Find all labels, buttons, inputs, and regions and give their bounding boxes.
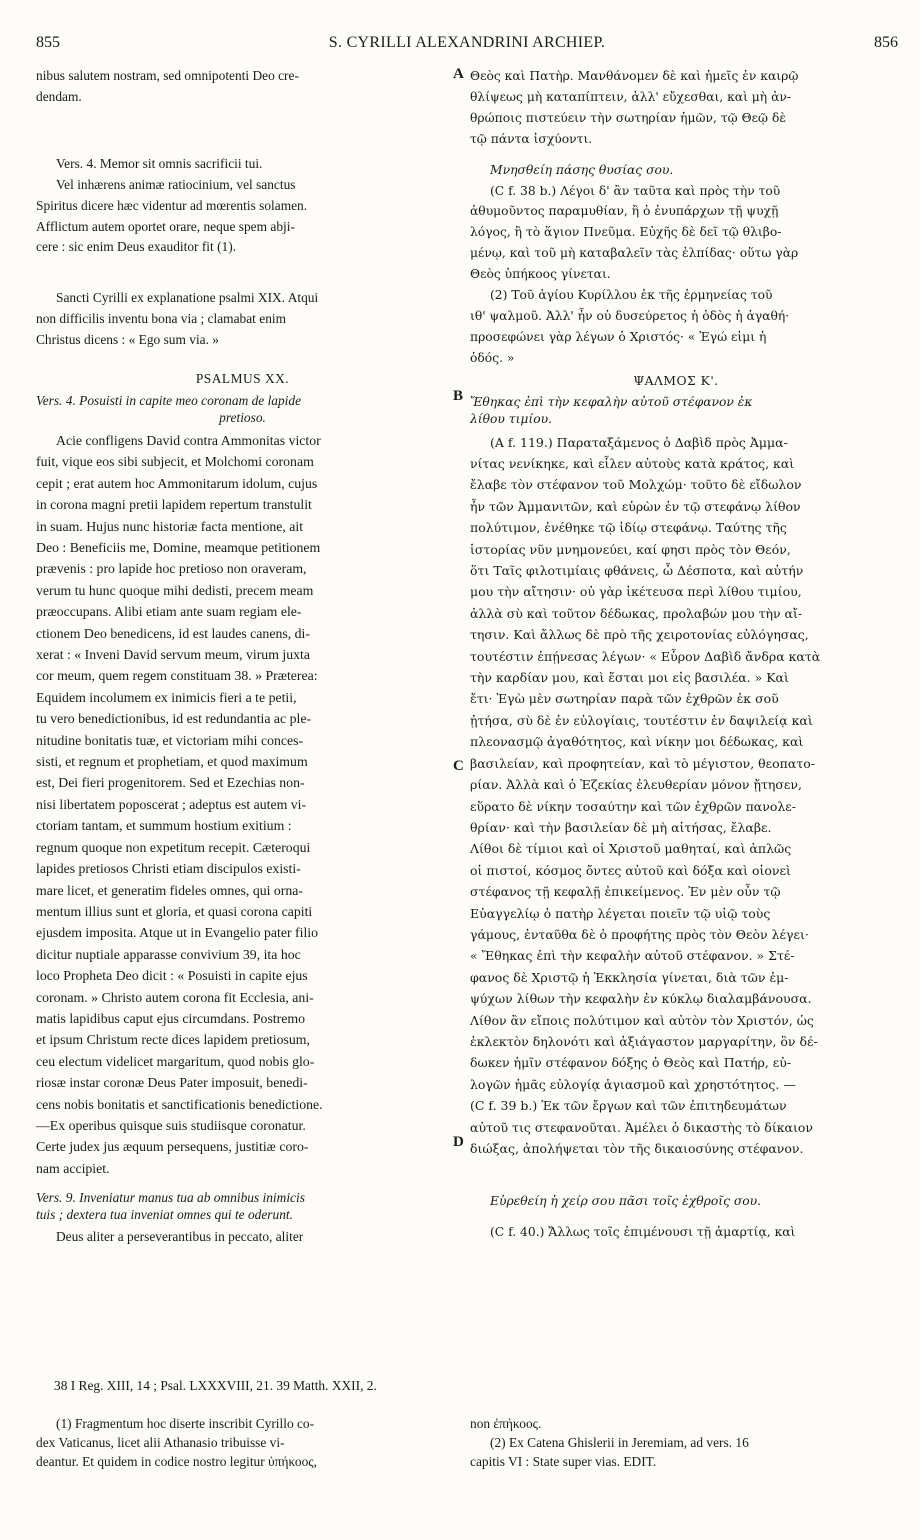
text-line: prævenis : pro lapide hoc pretioso non oraveram,	[36, 561, 307, 577]
text-line: in suam. Hujus nunc historiæ facta mentione, ait	[36, 518, 304, 534]
greek-paragraph	[470, 432, 882, 1160]
text-line: λογῶν ἡμᾶς εὐλογίᾳ ἁγιασμοῦ καὶ χρηστότητος. —	[470, 1076, 796, 1092]
text-line: ejusdem imposita. Atque ut in Evangelio pater filio	[36, 925, 319, 941]
text-line: sisti, et regnum et prophetiam, et quod maximum	[36, 754, 308, 770]
latin-paragraph	[36, 1227, 449, 1248]
text-line: xerat : « Inveni David servum meum, virum juxta	[36, 647, 310, 663]
verse-heading	[36, 392, 449, 426]
text-line: tuis ; dextera tua inveniat omnes qui te oderunt.	[36, 1207, 293, 1223]
section-marker-c: C	[453, 758, 464, 774]
section-marker-a: A	[453, 66, 464, 82]
text-line: nisi libertatem poposcerat ; adeptus est autem vi-	[36, 796, 307, 812]
text-line: —Ex operibus quisque suis studiisque coronatur.	[36, 1117, 306, 1133]
text-line: nam accipiet.	[36, 1160, 110, 1176]
text-line: verum tu hunc quoque mihi dedisti, precem meam	[36, 582, 314, 598]
text-line: ιθ' ψαλμοῦ. Ἀλλ' ἦν οὐ δυσεύρετος ἡ ὁδὸς ἡ ἀγαθή·	[470, 308, 790, 323]
text-line: ἀθυμοῦντος παραμυθίαν, ἢ ὁ ἐνυπάρχων τῇ ψυχῇ	[470, 204, 779, 219]
text-line: πλεονασμῷ ἀγαθότητος, καὶ νίκην μοι δέδωκας, καὶ	[470, 734, 804, 750]
text-line: λίθου τιμίου.	[470, 411, 553, 426]
text-line: γάμους, ἐνταῦθα δὲ ὁ προφήτης πρὸς τὸν Θεὸν λέγει·	[470, 926, 809, 942]
text-line: μου τὴν αἴτησιν· οὐ γὰρ ἱκέτευσα περὶ λίθου τιμίου,	[470, 584, 802, 600]
text-line: ctoriam tantam, et summum hostium exitium :	[36, 818, 292, 834]
text-line: Acie confligens David contra Ammonitas victor	[56, 432, 321, 448]
text-line: (A f. 119.) Παραταξάμενος ὁ Δαβὶδ πρὸς Ἀμμα-	[490, 434, 788, 450]
verse-heading	[36, 154, 449, 175]
verse-heading	[470, 1191, 882, 1212]
section-marker-b: B	[453, 388, 464, 404]
text-line: ψύχων λίθων τὴν κεφαλὴν ἐν κύκλῳ διαλαμβάνουσα.	[470, 991, 812, 1007]
text-line: cepit ; erat autem hoc Ammonitarum idolum, cujus	[36, 475, 318, 491]
text-line: αὐτοῦ τις στεφανοῦται. Ἀμέλει ὁ δικαστὴς τὸ δίκαιον	[470, 1119, 813, 1135]
text-line: capitis VI : State super vias. EDIT.	[470, 1454, 657, 1469]
text-line: οἱ πιστοί, κόσμος ὄντες αὐτοῦ καὶ δόξα καὶ οἱονεὶ	[470, 862, 791, 878]
text-line: θρώποις πιστεύειν τὴν σωτηρίαν ἡμῶν, τῷ Θεῷ δὲ	[470, 110, 786, 125]
text-line: θλίψεως μὴ καταπίπτειν, ἀλλ' εὔχεσθαι, καὶ μὴ ἀν-	[470, 89, 792, 104]
text-line: (2) Τοῦ ἁγίου Κυρίλλου ἐκ τῆς ἑρμηνείας τοῦ	[490, 288, 773, 303]
text-line: tu vero benedictionibus, id est redundantia ac ple-	[36, 711, 312, 727]
text-line: et ipsum Christum recte dices lapidem pretiosum,	[36, 1032, 310, 1048]
latin-paragraph	[36, 175, 449, 259]
text-line: loco Propheta Deo dicit : « Posuisti in capite ejus	[36, 968, 308, 984]
verse-heading	[36, 1189, 449, 1223]
text-line: non ἐπήκοος.	[470, 1416, 542, 1431]
text-line: ἦν τῶν Ἀμμανιτῶν, καὶ εὑρὼν ἐν τῷ στεφάνῳ λίθον	[470, 498, 801, 514]
latin-paragraph	[36, 288, 449, 351]
text-line: Ἔθηκας ἐπὶ τὴν κεφαλὴν αὐτοῦ στέφανον ἐκ	[470, 394, 753, 409]
text-line: cere : sic enim Deus exauditor fit (1).	[36, 239, 237, 255]
text-line: εὕρατο δὲ νίκην τοσαύτην καὶ τῶν ἐχθρῶν πανολε-	[470, 798, 796, 814]
text-line: in corona magni pretii lapidem repertum transtulit	[36, 497, 312, 513]
text-line: θρίαν· καὶ τὴν βασιλείαν δὲ μὴ αἰτήσας, ἔλαβε.	[470, 819, 772, 835]
footnote-references: 38 I Reg. XIII, 14 ; Psal. LXXXVIII, 21. 39 Matth. XXII, 2.	[54, 1378, 377, 1393]
text-line: διώξας, ἀπολήψεται τὸν τῆς δικαιοσύνης στέφανον.	[470, 1141, 804, 1156]
verse-heading	[470, 160, 882, 181]
left-page-number: 855	[36, 34, 60, 51]
text-line: mare licet, et generatim fideles omnes, qui orna-	[36, 882, 304, 898]
greek-paragraph	[470, 181, 882, 286]
text-line: Afflictum autem oportet orare, neque spem abji-	[36, 218, 295, 234]
text-line: non difficilis inventu bona via ; clamabat enim	[36, 311, 287, 327]
text-line: ceu electum videlicet margaritum, quod nobis glo-	[36, 1053, 315, 1069]
text-line: nibus salutem nostram, sed omnipotenti Deo cre-	[36, 68, 299, 83]
text-line: regnum quoque non expetitum recepit. Cæteroqui	[36, 839, 311, 855]
text-line: deantur. Et quidem in codice nostro legitur ὑπήκοος,	[36, 1454, 317, 1469]
text-line: Vers. 4. Memor sit omnis sacrificii tui.	[56, 155, 263, 171]
text-line: φανος δὲ Χριστῷ ἡ Ἐκκλησία γίνεται, διὰ τῶν ἐμ-	[470, 969, 789, 985]
text-line: dendam.	[36, 88, 82, 104]
text-line: μένῳ, καὶ τοῦ μὴ καταβαλεῖν τὰς ἐλπίδας· οὕτω γὰρ	[470, 246, 799, 261]
text-line: ctionem Deo benedicens, id est laudes canens, di-	[36, 625, 310, 641]
text-line: Equidem incolumem ex inimicis fieri a te petii,	[36, 689, 297, 705]
text-line: λόγος, ἢ τὸ ἅγιον Πνεῦμα. Εὐχῆς δὲ δεῖ τῷ θλιβο-	[470, 225, 782, 240]
text-line: Vers. 9. Inveniatur manus tua ab omnibus inimicis	[36, 1190, 305, 1206]
text-line: τησιν. Καὶ ἄλλως δὲ πρὸ τῆς χειροτονίας εὐλόγησας,	[470, 627, 809, 643]
text-line: νίτας νενίκηκε, καὶ εἷλεν αὐτοὺς κατὰ κράτος, καὶ	[470, 456, 795, 471]
running-title: S. CYRILLI ALEXANDRINI ARCHIEP.	[328, 34, 606, 51]
footnotes-left	[36, 1414, 449, 1471]
text-line: ὅτι Ταῖς φιλοτιμίαις φθάνεις, ὦ Δέσποτα, καὶ αὐτήν	[470, 563, 804, 579]
psalm-heading: PSALMUS XX.	[195, 371, 290, 387]
text-line: Christus dicens : « Ego sum via. »	[36, 332, 219, 348]
text-line: Deus aliter a perseverantibus in peccato, aliter	[56, 1229, 304, 1245]
text-line: Λίθον ἂν εἴποις πολύτιμον καὶ αὐτὸν τὸν Χριστόν, ὡς	[470, 1012, 814, 1028]
text-line: Θεὸς ὑπήκοος γίνεται.	[470, 267, 611, 282]
text-line: ἀλλὰ σὺ καὶ τοῦτον δέδωκας, προλαβών μου τὴν αἴ-	[470, 605, 803, 621]
text-line: lapides pretiosos Christi etiam discipulos existi-	[36, 861, 301, 877]
latin-paragraph	[36, 66, 449, 108]
text-line: « Ἔθηκας ἐπὶ τὴν κεφαλὴν αὐτοῦ στέφανον. » Στέ-	[470, 948, 795, 964]
text-line: præoccupans. Alibi etiam ante suam regiam ele-	[36, 604, 302, 620]
verse-heading	[470, 394, 882, 428]
greek-paragraph	[470, 66, 882, 150]
text-line: τῷ πάντα ἰσχύοντι.	[470, 131, 593, 146]
text-line: Deo : Beneficiis me, Domine, meamque petitionem	[36, 540, 321, 555]
text-line: Vers. 4. Posuisti in capite meo coronam de lapide	[36, 392, 302, 408]
text-line: pretioso.	[219, 409, 266, 425]
text-line: Μνησθείη πάσης θυσίας σου.	[490, 162, 674, 177]
greek-paragraph	[470, 285, 882, 369]
text-line: (1) Fragmentum hoc diserte inscribit Cyrillo co-	[56, 1416, 315, 1431]
text-line: βασιλείαν, καὶ προφητείαν, καὶ τὸ μέγιστον, θεοπατο-	[470, 755, 816, 771]
footnote	[470, 1414, 882, 1471]
text-line: δωκεν ἡμῖν στέφανον δόξης ὁ Θεὸς καὶ Πατήρ, εὐ-	[470, 1055, 792, 1071]
text-line: τουτέστιν ἐπῄνεσας λέγων· « Εὗρον Δαβὶδ ἄνδρα κατὰ	[470, 648, 821, 664]
text-line: mentum illius sunt et gloria, et quasi corona capiti	[36, 903, 313, 919]
greek-paragraph	[470, 1222, 882, 1243]
text-line: coronam. » Christo autem corona fit Ecclesia, ani-	[36, 989, 314, 1005]
text-line: (C f. 39 b.) Ἐκ τῶν ἔργων καὶ τῶν ἐπιτηδευμάτων	[470, 1098, 787, 1114]
footnote	[36, 1414, 449, 1471]
text-line: ἱστορίας νῦν μνημονεύει, καί φησι πρὸς τὸν Θεόν,	[470, 541, 791, 557]
text-line: προσεφώνει γὰρ λέγων ὁ Χριστός· « Ἐγώ εἰμι ἡ	[470, 329, 767, 344]
text-line: στέφανος τῇ κεφαλῇ ἐπικείμενος. Ἐν μὲν οὖν τῷ	[470, 884, 781, 900]
text-line: πολύτιμον, ἐνέθηκε τῷ ἰδίῳ στεφάνῳ. Ταύτης τῆς	[470, 520, 787, 536]
text-line: est, Dei fieri progenitorem. Sed et Ezechias non-	[36, 775, 305, 791]
text-line: dicitur nuptiale apparasse convivium 39, ita hoc	[36, 946, 301, 962]
right-page-number: 856	[874, 34, 898, 51]
text-line: nitudine bonitatis tuæ, et victoriam mihi conces-	[36, 732, 304, 748]
text-line: (C f. 40.) Ἄλλως τοῖς ἐπιμένουσι τῇ ἁμαρτίᾳ, καὶ	[490, 1225, 796, 1240]
text-line: cens nobis bonitatis et sanctificationis benedictione.	[36, 1096, 323, 1112]
text-line: Spiritus dicere hæc videntur ad mœrentis solamen.	[36, 197, 308, 213]
text-line: Εὑρεθείη ἡ χείρ σου πᾶσι τοῖς ἐχθροῖς σου.	[490, 1194, 762, 1209]
text-line: ἔτι· Ἐγὼ μὲν σωτηρίαν παρὰ τῶν ἐχθρῶν ἐκ σοῦ	[470, 691, 779, 707]
text-line: Λίθοι δὲ τίμιοι καὶ οἱ Χριστοῦ μαθηταί, καὶ ἁπλῶς	[470, 841, 792, 857]
page-header	[36, 34, 898, 58]
text-line: matis lapidibus caput ejus circumdans. Postremo	[36, 1010, 305, 1026]
text-line: riosæ instar coronæ Deus Pater imposuit, benedi-	[36, 1075, 308, 1091]
text-line: fuit, vique eos sibi subjecit, et Molchomi coronam	[36, 454, 314, 470]
text-line: dex Vaticanus, licet alii Athanasio tribuisse vi-	[36, 1435, 285, 1450]
text-line: ὁδός. »	[470, 350, 515, 365]
text-line: Certe judex jus æquum persequens, justitiæ coro-	[36, 1139, 309, 1155]
text-line: Sancti Cyrilli ex explanatione psalmi XIX. Atqui	[56, 290, 319, 306]
text-line: Θεὸς καὶ Πατὴρ. Μανθάνομεν δὲ καὶ ἡμεῖς ἐν καιρῷ	[470, 69, 799, 83]
text-line: (C f. 38 b.) Λέγοι δ' ἂν ταῦτα καὶ πρὸς τὴν τοῦ	[490, 183, 781, 198]
text-line: (2) Ex Catena Ghislerii in Jeremiam, ad vers. 16	[490, 1435, 749, 1450]
greek-column	[470, 66, 882, 1243]
text-line: Εὐαγγελίῳ ὁ πατὴρ λέγεται ποιεῖν τῷ υἱῷ τοὺς	[470, 905, 771, 921]
section-marker-d: D	[453, 1134, 464, 1150]
text-line: Vel inhærens animæ ratiocinium, vel sanctus	[56, 176, 296, 192]
text-line: ἐκλεκτὸν δηλονότι καὶ ἀξιάγαστον μαργαρίτην, ὃν δέ-	[470, 1033, 818, 1049]
text-line: ᾐτήσα, σὺ δὲ ἐν εὐλογίαις, τουτέστιν ἐν δαψιλείᾳ καὶ	[470, 712, 813, 728]
latin-paragraph	[36, 430, 449, 1179]
text-line: ἔλαβε τὸν στέφανον τοῦ Μολχώμ· τοῦτο δὲ εἴδωλον	[470, 477, 802, 493]
psalm-heading: ΨΑΛΜΟΣ Κ'.	[633, 373, 719, 388]
text-line: τὴν καρδίαν μου, καὶ ἔσται μοι εἰς βασιλέα. » Καὶ	[470, 670, 789, 686]
latin-column	[36, 66, 449, 1248]
footnotes-right	[470, 1414, 882, 1471]
text-line: cor meum, quem regem constituam 38. » Præterea:	[36, 668, 318, 684]
text-line: ρίαν. Ἀλλὰ καὶ ὁ Ἐζεκίας ἐλευθερίαν μόνον ᾔτησεν,	[470, 777, 802, 793]
